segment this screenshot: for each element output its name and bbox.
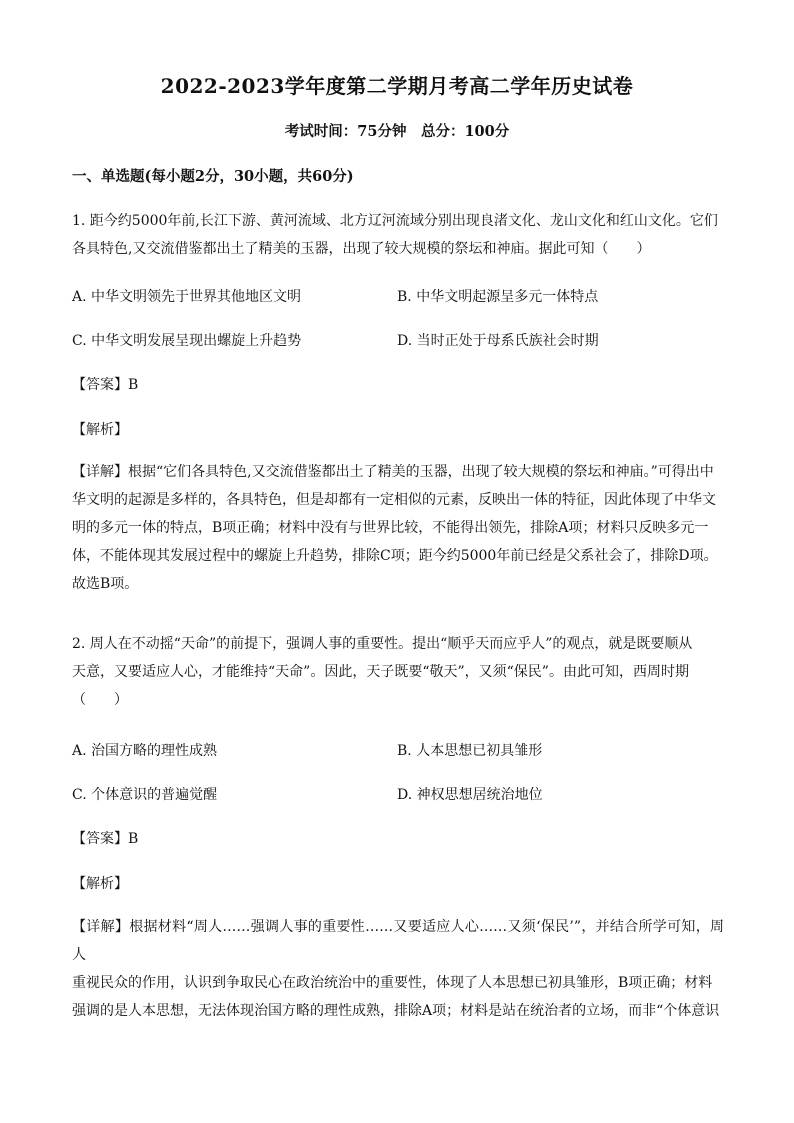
question-1-stem [72,207,724,263]
question-1-analysis-label: 【解析】 [72,422,128,438]
question-2-detail-line: 【详解】根据材料“周人……强调人事的重要性……又要适应人心……又须‘保民’”，并结合所学可知，周人 [72,919,724,963]
question-2-options-row-1 [72,740,724,762]
question-1-detail-line: 【详解】根据“它们各具特色,又交流借鉴都出土了精美的玉器，出现了较大规模的祭坛和神庙。”可得出中 [72,464,714,480]
question-2-options-row-2 [72,784,724,806]
question-2-detail-line: 重视民众的作用，认识到争取民心在政治统治中的重要性，体现了人本思想已初具雏形，B项正确；材料 [72,975,713,991]
question-1-stem-line: 各具特色,又交流借鉴都出土了精美的玉器，出现了较大规模的祭坛和神庙。据此可知（ ） [72,241,651,257]
question-1-option-c: C. 中华文明发展呈现出螺旋上升趋势 [72,333,302,349]
question-1-option-b: B. 中华文明起源呈多元一体特点 [397,289,599,305]
question-1-detail [72,458,724,598]
question-1-option-a: A. 中华文明领先于世界其他地区文明 [72,289,302,305]
question-2-option-c: C. 个体意识的普遍觉醒 [72,787,218,803]
question-2-answer: 【答案】B [72,831,139,847]
question-1-detail-line: 明的多元一体的特点，B项正确；材料中没有与世界比较，不能得出领先，排除A项；材料只反映多元一 [72,520,709,536]
question-2-analysis-label: 【解析】 [72,876,128,892]
question-2-stem-line: 天意，又要适应人心，才能维持“天命”。因此，天子既要“敬天”，又须“保民”。由此可知，西周时期 [72,664,689,680]
question-2-detail [72,913,724,1025]
question-1-detail-line: 华文明的起源是多样的，各具特色，但是却都有一定相似的元素，反映出一体的特征，因此体现了中华文 [72,492,716,508]
question-2-stem-line: 2. 周人在不动摇“天命”的前提下，强调人事的重要性。提出“顺乎天而应乎人”的观点，就是既要顺从 [72,636,693,652]
question-1-options-row-1 [72,286,724,308]
question-2-option-a: A. 治国方略的理性成熟 [72,743,218,759]
question-1-stem-line: 1. 距今约5000年前,长江下游、黄河流域、北方辽河流域分别出现良渚文化、龙山文化和红山文化。它们 [72,213,718,229]
section-heading: 一、单选题(每小题2分，30小题，共60分) [72,168,354,185]
question-2-option-d: D. 神权思想居统治地位 [397,787,543,803]
question-1-options-row-2 [72,330,724,352]
question-1-detail-line: 故选B项。 [72,576,139,592]
question-2-stem [72,630,724,714]
question-1-option-d: D. 当时正处于母系氏族社会时期 [397,333,599,349]
question-1-answer: 【答案】B [72,377,139,393]
question-2-detail-line: 强调的是人本思想，无法体现治国方略的理性成熟，排除A项；材料是站在统治者的立场，而非“个体意识 [72,1003,720,1019]
question-2-option-b: B. 人本思想已初具雏形 [397,743,543,759]
exam-title: 2022-2023学年度第二学期月考高二学年历史试卷 [160,74,634,98]
question-1-detail-line: 体，不能体现其发展过程中的螺旋上升趋势，排除C项；距今约5000年前已经是父系社会了，排除D项。 [72,548,718,564]
exam-time-and-score: 考试时间：75分钟 总分：100分 [284,123,510,140]
question-2-stem-line: （ ） [72,692,128,708]
